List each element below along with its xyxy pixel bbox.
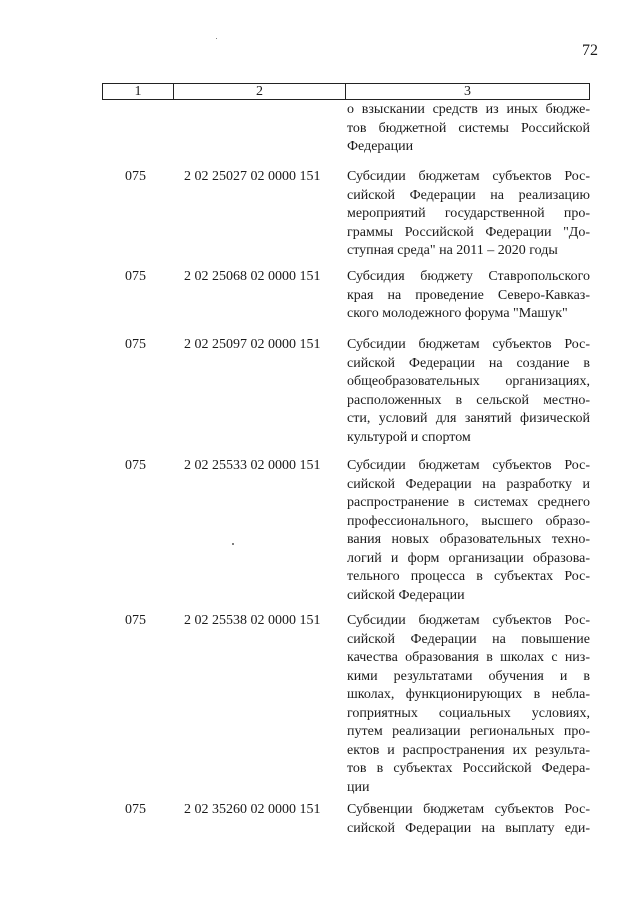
description-line: гоприятных социальных условиях, (347, 705, 590, 721)
description-line: тов бюджетной системы Российской (347, 120, 590, 136)
description-line: логий и форм организации образова- (347, 550, 590, 566)
row-admin-code: 075 (125, 169, 146, 184)
description-line: школах, функционирующих в небла- (347, 687, 590, 702)
description-line: мероприятий государственной про- (347, 206, 590, 221)
table-header (102, 83, 590, 100)
description-line: расположенных в сельской местно- (347, 392, 590, 408)
description-line: кими результатами обучения и в (347, 668, 590, 684)
row-budget-code: 2 02 25068 02 0000 151 (184, 269, 321, 284)
description-line: Субвенции бюджетам субъектов Рос- (347, 802, 590, 817)
description-line: сийской Федерации на выплату еди- (347, 820, 590, 836)
description-line: распространение в системах среднего (347, 495, 590, 510)
row-description (347, 101, 590, 157)
description-line: культурой и спортом (347, 429, 471, 445)
description-line: ского молодежного форума "Машук" (347, 306, 568, 321)
description-line: качества образования в школах с низ- (347, 650, 590, 665)
row-admin-code: 075 (125, 613, 146, 628)
row-admin-code: 075 (125, 337, 146, 352)
description-line: путем реализации региональных про- (347, 724, 590, 739)
page-number: 72 (582, 42, 598, 59)
row-budget-code: 2 02 25027 02 0000 151 (184, 169, 321, 184)
description-line: профессионального, высшего образо- (347, 513, 590, 529)
description-line: Субсидии бюджетам субъектов Рос- (347, 337, 590, 352)
row-description (347, 336, 590, 447)
row-admin-code: 075 (125, 458, 146, 473)
description-line: Субсидии бюджетам субъектов Рос- (347, 613, 590, 628)
description-line: граммы Российской Федерации "До- (347, 224, 590, 240)
description-line: сийской Федерации на реализацию (347, 187, 590, 203)
description-line: тельного процесса в субъектах Рос- (347, 569, 590, 584)
description-line: сийской Федерации на создание в (347, 355, 590, 371)
row-description (347, 268, 590, 324)
table-header-col-1: 1 (103, 84, 174, 99)
description-line: сийской Федерации (347, 587, 465, 603)
table-header-col-3: 3 (464, 84, 471, 99)
scan-speck (232, 543, 234, 545)
row-budget-code: 2 02 35260 02 0000 151 (184, 802, 321, 817)
description-line: сти, условий для занятий физической (347, 411, 590, 426)
row-description (347, 612, 590, 797)
description-line: Субсидия бюджету Ставропольского (347, 269, 590, 284)
row-budget-code: 2 02 25533 02 0000 151 (184, 458, 321, 473)
row-budget-code: 2 02 25538 02 0000 151 (184, 613, 321, 628)
description-line: о взыскании средств из иных бюдже- (347, 102, 590, 117)
description-line: сийской Федерации на разработку и (347, 476, 590, 492)
description-line: Федерации (347, 139, 414, 154)
description-line: Субсидии бюджетам субъектов Рос- (347, 458, 590, 473)
description-line: края на проведение Северо-Кавказ- (347, 287, 590, 303)
description-line: вания новых образовательных техно- (347, 532, 590, 547)
row-admin-code: 075 (125, 269, 146, 284)
description-line: ции (347, 779, 370, 795)
description-line: Субсидии бюджетам субъектов Рос- (347, 169, 590, 184)
description-line: сийской Федерации на повышение (347, 631, 590, 647)
description-line: ступная среда" на 2011 – 2020 годы (347, 243, 558, 258)
row-budget-code: 2 02 25097 02 0000 151 (184, 337, 321, 352)
row-admin-code: 075 (125, 802, 146, 817)
table-header-col-2: 2 (174, 84, 346, 99)
row-description (347, 168, 590, 261)
description-line: тов в субъектах Российской Федера- (347, 761, 590, 776)
scan-speck (216, 38, 217, 39)
description-line: ектов и распространения их результа- (347, 742, 590, 758)
description-line: общеобразовательных организациях, (347, 374, 590, 389)
row-description (347, 457, 590, 605)
row-description (347, 801, 590, 838)
